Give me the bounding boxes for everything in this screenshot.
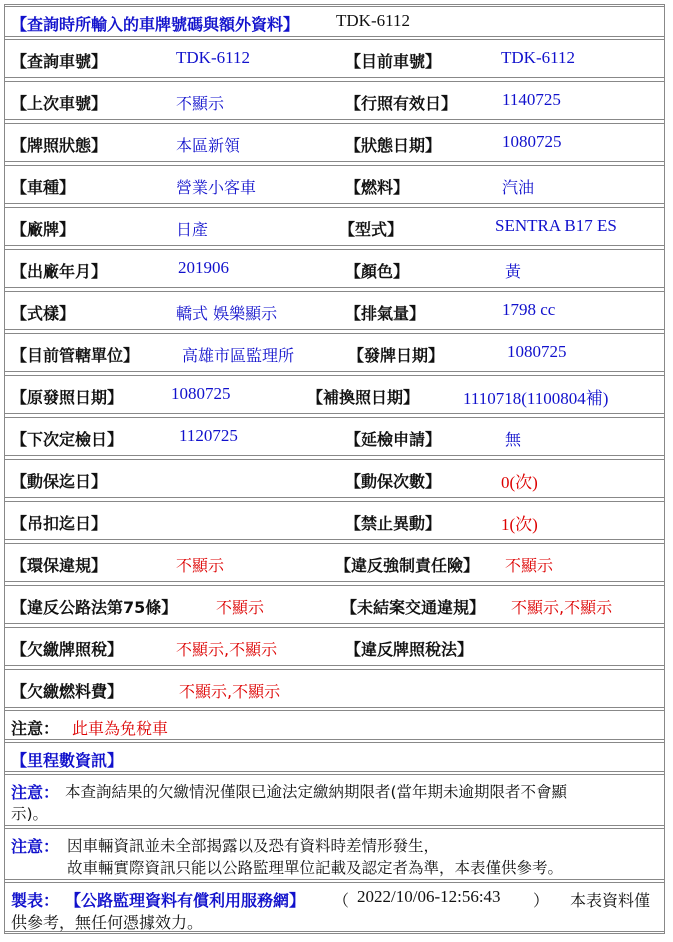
field-label: 【吊扣迄日】 [11, 514, 108, 533]
field-label: 【行照有效日】 [345, 94, 458, 113]
footer-source: 【公路監理資料有償利用服務網】 [65, 891, 306, 910]
field-label: 【排氣量】 [345, 304, 426, 323]
note-disclaimer [4, 828, 665, 880]
note-label: 注意： [11, 837, 60, 856]
mileage-title: 【里程數資訊】 [11, 751, 124, 770]
field-value: 日產 [176, 220, 209, 239]
footer [4, 882, 665, 932]
field-value: 黃 [505, 262, 522, 281]
field-value: TDK-6112 [176, 48, 250, 67]
note-overdue [4, 774, 665, 826]
field-value: 1120725 [179, 426, 238, 445]
field-value: 不顯示,不顯示 [511, 598, 613, 617]
field-value: 本區新領 [176, 136, 241, 155]
field-value: 1798 cc [502, 300, 556, 319]
field-label: 【動保迄日】 [11, 472, 108, 491]
info-row [4, 165, 665, 204]
info-row [4, 81, 665, 120]
info-row [4, 669, 665, 708]
info-row [4, 627, 665, 666]
footer-label: 製表： [11, 891, 60, 910]
field-label: 【狀態日期】 [345, 136, 442, 155]
header-title: 【查詢時所輸入的車牌號碼與額外資料】 [11, 15, 300, 34]
field-label: 【發牌日期】 [348, 346, 445, 365]
field-label: 【廠牌】 [11, 220, 76, 239]
note-text: 此車為免稅車 [72, 719, 169, 738]
field-value: 201906 [178, 258, 229, 277]
info-row [4, 585, 665, 624]
field-label: 【環保違規】 [11, 556, 108, 575]
field-label: 【違反公路法第75條】 [11, 598, 178, 617]
field-value: 汽油 [502, 178, 535, 197]
field-value: 不顯示 [176, 94, 225, 113]
field-value: SENTRA B17 ES [495, 216, 617, 235]
field-value: 不顯示,不顯示 [176, 640, 278, 659]
field-value: 無 [505, 430, 522, 449]
field-value: 高雄市區監理所 [182, 346, 295, 365]
field-value: TDK-6112 [501, 48, 575, 67]
field-label: 【車種】 [11, 178, 76, 197]
field-value: 1080725 [171, 384, 231, 403]
field-label: 【上次車號】 [11, 94, 108, 113]
footer-time-open: （ [333, 891, 350, 910]
mileage-section [4, 742, 665, 772]
info-row [4, 501, 665, 540]
field-value: 不顯示 [505, 556, 554, 575]
field-label: 【欠繳牌照稅】 [11, 640, 124, 659]
footer-time: 2022/10/06-12:56:43 [357, 887, 501, 906]
field-value: 營業小客車 [176, 178, 257, 197]
field-value: 1140725 [502, 90, 561, 109]
header-row [4, 6, 665, 37]
info-row [4, 417, 665, 456]
field-label: 【下次定檢日】 [11, 430, 124, 449]
note-text-line2: 示)。 [11, 805, 49, 823]
field-value: 不顯示,不顯示 [179, 682, 281, 701]
footer-tail-line1: 本表資料僅 [570, 891, 651, 910]
field-label: 【動保次數】 [345, 472, 442, 491]
note-tax-exempt [4, 710, 665, 740]
field-label: 【違反強制責任險】 [335, 556, 480, 575]
field-value: 不顯示 [176, 556, 225, 575]
field-label: 【燃料】 [345, 178, 410, 197]
field-label: 【目前管轄單位】 [11, 346, 140, 365]
field-label: 【查詢車號】 [11, 52, 108, 71]
info-row [4, 39, 665, 78]
field-label: 【牌照狀態】 [11, 136, 108, 155]
info-row [4, 123, 665, 162]
field-label: 【式樣】 [11, 304, 76, 323]
note-text-line2: 故車輛實際資訊只能以公路監理單位記載及認定者為準，本表僅供參考。 [67, 859, 564, 877]
info-row [4, 375, 665, 414]
field-value: 1080725 [502, 132, 562, 151]
field-label: 【補換照日期】 [307, 388, 420, 407]
field-value: 1080725 [507, 342, 567, 361]
info-row [4, 249, 665, 288]
field-label: 【違反牌照稅法】 [345, 640, 474, 659]
info-row [4, 207, 665, 246]
field-value: 轎式 娛樂顯示 [176, 304, 278, 323]
note-label: 注意： [11, 783, 60, 802]
note-text-line1: 因車輛資訊並未全部揭露以及恐有資料時差情形發生， [67, 837, 440, 855]
field-label: 【型式】 [339, 220, 404, 239]
field-label: 【出廠年月】 [11, 262, 108, 281]
field-label: 【原發照日期】 [11, 388, 124, 407]
field-label: 【延檢申請】 [345, 430, 442, 449]
field-value: 1(次) [501, 515, 538, 534]
header-plate: TDK-6112 [336, 11, 410, 30]
info-row [4, 291, 665, 330]
field-value: 0(次) [501, 473, 538, 492]
field-label: 【顏色】 [345, 262, 410, 281]
info-row [4, 543, 665, 582]
field-label: 【禁止異動】 [345, 514, 442, 533]
note-text-line1: 本查詢結果的欠繳情況僅限已逾法定繳納期限者(當年期未逾期限者不會顯 [65, 783, 568, 801]
note-label: 注意： [11, 719, 60, 738]
field-label: 【欠繳燃料費】 [11, 682, 124, 701]
field-label: 【目前車號】 [345, 52, 442, 71]
field-value: 1110718(1100804補) [463, 389, 609, 408]
info-row [4, 459, 665, 498]
field-label: 【未結案交通違規】 [341, 598, 486, 617]
info-row [4, 333, 665, 372]
footer-tail-line2: 供參考，無任何憑據效力。 [11, 913, 204, 932]
footer-time-close: ） [533, 891, 550, 910]
field-value: 不顯示 [216, 598, 265, 617]
